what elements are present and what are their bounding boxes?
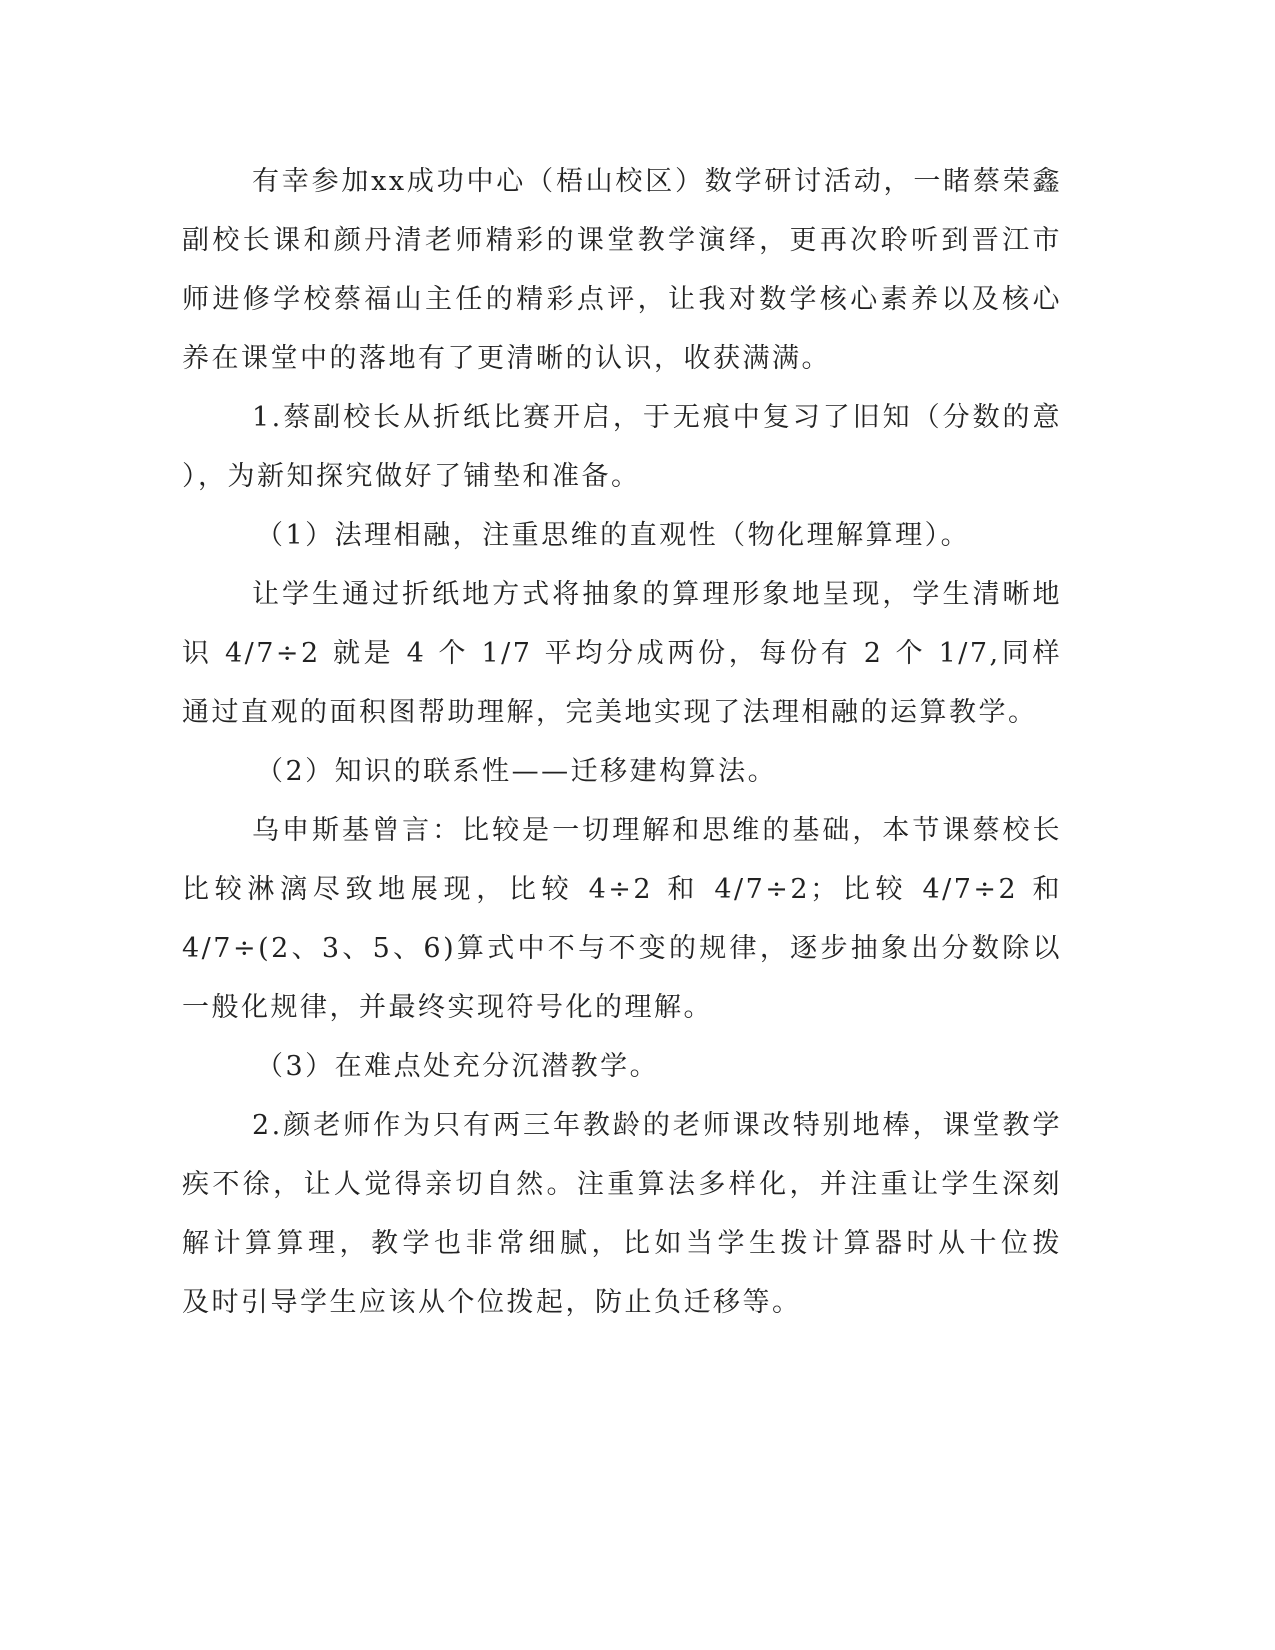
paragraph-8-line-3: 解计算算理，教学也非常细腻，比如当学生拨计算器时从十位拨 bbox=[182, 1228, 1062, 1259]
paragraph-6-line-2: 比较淋漓尽致地展现，比较 4÷2 和 4/7÷2；比较 4/7÷2 和 bbox=[182, 874, 1062, 905]
paragraph-1-line-4: 养在课堂中的落地有了更清晰的认识，收获满满。 bbox=[182, 343, 831, 374]
paragraph-3-line-1: （1）法理相融，注重思维的直观性（物化理解算理）。 bbox=[256, 520, 971, 551]
paragraph-7-line-1: （3）在难点处充分沉潜教学。 bbox=[256, 1051, 660, 1082]
paragraph-6-line-4: 一般化规律，并最终实现符号化的理解。 bbox=[182, 992, 713, 1023]
paragraph-4-line-2: 识 4/7÷2 就是 4 个 1/7 平均分成两份，每份有 2 个 1/7,同样 bbox=[182, 638, 1062, 669]
paragraph-2-line-2: ），为新知探究做好了铺垫和准备。 bbox=[182, 461, 641, 492]
paragraph-1-line-2: 副校长课和颜丹清老师精彩的课堂教学演绎，更再次聆听到晋江市 bbox=[182, 225, 1062, 256]
paragraph-1-line-3: 师进修学校蔡福山主任的精彩点评，让我对数学核心素养以及核心 bbox=[182, 284, 1062, 315]
paragraph-8-line-1: 2.颜老师作为只有两三年教龄的老师课改特别地棒，课堂教学 bbox=[252, 1110, 1062, 1141]
paragraph-8-line-2: 疾不徐，让人觉得亲切自然。注重算法多样化，并注重让学生深刻 bbox=[182, 1169, 1062, 1200]
paragraph-2-line-1: 1.蔡副校长从折纸比赛开启，于无痕中复习了旧知（分数的意 bbox=[252, 402, 1062, 433]
paragraph-8-line-4: 及时引导学生应该从个位拨起，防止负迁移等。 bbox=[182, 1287, 802, 1318]
paragraph-4-line-3: 通过直观的面积图帮助理解，完美地实现了法理相融的运算教学。 bbox=[182, 697, 1038, 728]
paragraph-6-line-3: 4/7÷(2、3、5、6)算式中不与不变的规律，逐步抽象出分数除以 bbox=[182, 933, 1062, 964]
paragraph-4-line-1: 让学生通过折纸地方式将抽象的算理形象地呈现，学生清晰地 bbox=[252, 579, 1062, 610]
paragraph-6-line-1: 乌申斯基曾言：比较是一切理解和思维的基础，本节课蔡校长 bbox=[252, 815, 1062, 846]
paragraph-1-line-1: 有幸参加xx成功中心（梧山校区）数学研讨活动，一睹蔡荣鑫 bbox=[252, 166, 1062, 197]
paragraph-5-line-1: （2）知识的联系性——迁移建构算法。 bbox=[256, 756, 778, 787]
